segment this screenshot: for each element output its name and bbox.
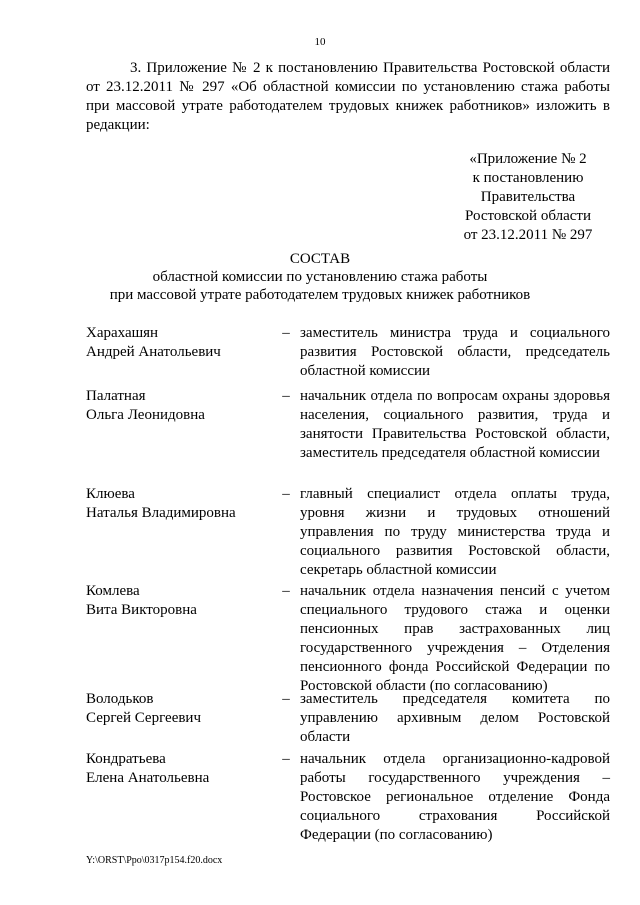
subtitle-line: областной комиссии по установлению стажа работы — [152, 269, 488, 285]
member-role: начальник отдела по вопросам охраны здоровья населения, социального развития, труда и занятости Правительства Ростовской области, заместитель председателя областной комиссии — [300, 388, 610, 461]
appendix-line: Ростовской области — [465, 208, 591, 224]
member-dash: – — [282, 388, 290, 404]
member-given-names: Елена Анатольевна — [86, 770, 210, 786]
member-given-names: Наталья Владимировна — [86, 505, 236, 521]
member-role: заместитель председателя комитета по управлению архивным делом Ростовской области — [300, 691, 610, 745]
member-name — [86, 750, 276, 788]
page-number: 10 — [314, 36, 326, 48]
member-given-names: Ольга Леонидовна — [86, 407, 205, 423]
member-surname: Володьков — [86, 691, 154, 707]
member-surname: Кондратьева — [86, 751, 166, 767]
member-given-names: Сергей Сергеевич — [86, 710, 202, 726]
footer-file-path: Y:\ORST\Ppo\0317p154.f20.docx — [86, 855, 223, 866]
member-role: начальник отдела назначения пенсий с учетом специального трудового стажа и оценки пенсионных прав застрахованных лиц государственного учреждения – Отделения пенсионного фонда Российской Федерации по Ростовской области (по согласованию) — [300, 583, 610, 694]
member-dash: – — [282, 583, 290, 599]
appendix-heading — [436, 150, 620, 245]
member-name — [86, 387, 276, 425]
subtitle-line: при массовой утрате работодателем трудовых книжек работников — [109, 287, 531, 303]
member-given-names: Вита Викторовна — [86, 602, 197, 618]
member-role: главный специалист отдела оплаты труда, уровня жизни и трудовых отношений управления по труду министерства труда и социального развития Ростовской области, секретарь областной комиссии — [300, 486, 610, 578]
member-given-names: Андрей Анатольевич — [86, 344, 221, 360]
intro-paragraph: 3. Приложение № 2 к постановлению Правительства Ростовской области от 23.12.2011 № 297 «Об областной комиссии по установлению стажа работы при массовой утрате работодателем трудовых книжек работников» изложить в редакции: — [86, 60, 610, 133]
appendix-line: «Приложение № 2 — [469, 151, 587, 167]
member-role: заместитель министра труда и социального развития Ростовской области, председатель областной комиссии — [300, 325, 610, 379]
member-surname: Палатная — [86, 388, 146, 404]
member-surname: Харахашян — [86, 325, 159, 341]
document-subtitle — [0, 268, 640, 304]
member-name — [86, 690, 276, 728]
member-surname: Клюева — [86, 486, 135, 502]
member-dash: – — [282, 325, 290, 341]
document-title: СОСТАВ — [289, 251, 351, 267]
appendix-line: от 23.12.2011 № 297 — [463, 227, 593, 243]
appendix-line: Правительства — [480, 189, 576, 205]
member-surname: Комлева — [86, 583, 140, 599]
member-role: начальник отдела организационно-кадровой работы государственного учреждения – Ростовское региональное отделение Фонда социального страхования Российской Федерации (по согласованию) — [300, 751, 610, 843]
member-name — [86, 324, 276, 362]
member-name — [86, 582, 276, 620]
member-name — [86, 485, 276, 523]
member-dash: – — [282, 751, 290, 767]
member-dash: – — [282, 691, 290, 707]
appendix-line: к постановлению — [472, 170, 584, 186]
member-dash: – — [282, 486, 290, 502]
